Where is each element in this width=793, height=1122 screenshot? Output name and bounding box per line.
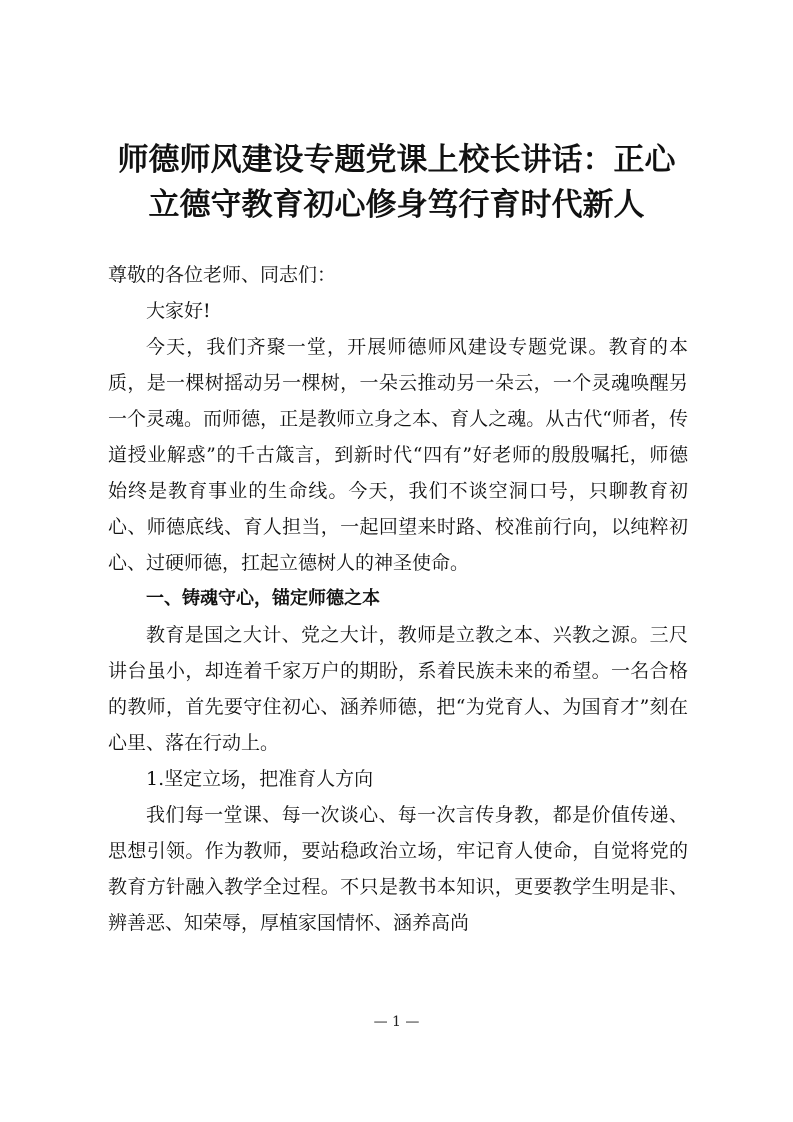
document-title bbox=[70, 138, 723, 228]
paragraph-subsection-1: 我们每一堂课、每一次谈心、每一次言传身教，都是价值传递、思想引领。作为教师，要站稳政治立场，牢记育人使命，自觉将党的教育方针融入教学全过程。不只是教书本知识，更要教学生明是非、辨善恶、知荣辱，厚植家国情怀、涵养高尚 bbox=[108, 804, 688, 934]
section-heading-1: 一、铸魂守心，锚定师德之本 bbox=[146, 588, 380, 609]
page-number: — 1 — bbox=[373, 1014, 420, 1030]
salutation: 尊敬的各位老师、同志们： bbox=[108, 264, 337, 286]
greeting: 大家好! bbox=[146, 300, 211, 322]
subheading-1: 1.坚定立场，把准育人方向 bbox=[146, 768, 374, 790]
paragraph-section-1: 教育是国之大计、党之大计，教师是立教之本、兴教之源。三尺讲台虽小，却连着千家万户的期盼，系着民族未来的希望。一名合格的教师，首先要守住初心、涵养师德，把“为党育人、为国育才”刻在心里、落在行动上。 bbox=[108, 624, 688, 754]
paragraph-intro: 今天，我们齐聚一堂，开展师德师风建设专题党课。教育的本质，是一棵树摇动另一棵树，一朵云推动另一朵云，一个灵魂唤醒另一个灵魂。而师德，正是教师立身之本、育人之魂。从古代“师者，传道授业解惑”的千古箴言，到新时代“四有”好老师的殷殷嘱托，师德始终是教育事业的生命线。今天，我们不谈空洞口号，只聊教育初心、师德底线、育人担当，一起回望来时路、校准前行向，以纯粹初心、过硬师德，扛起立德树人的神圣使命。 bbox=[108, 336, 688, 574]
title-line-1: 师德师风建设专题党课上校长讲话：正心 bbox=[117, 142, 676, 178]
document-body bbox=[108, 257, 688, 941]
title-line-2: 立德守教育初心修身笃行育时代新人 bbox=[148, 187, 645, 223]
